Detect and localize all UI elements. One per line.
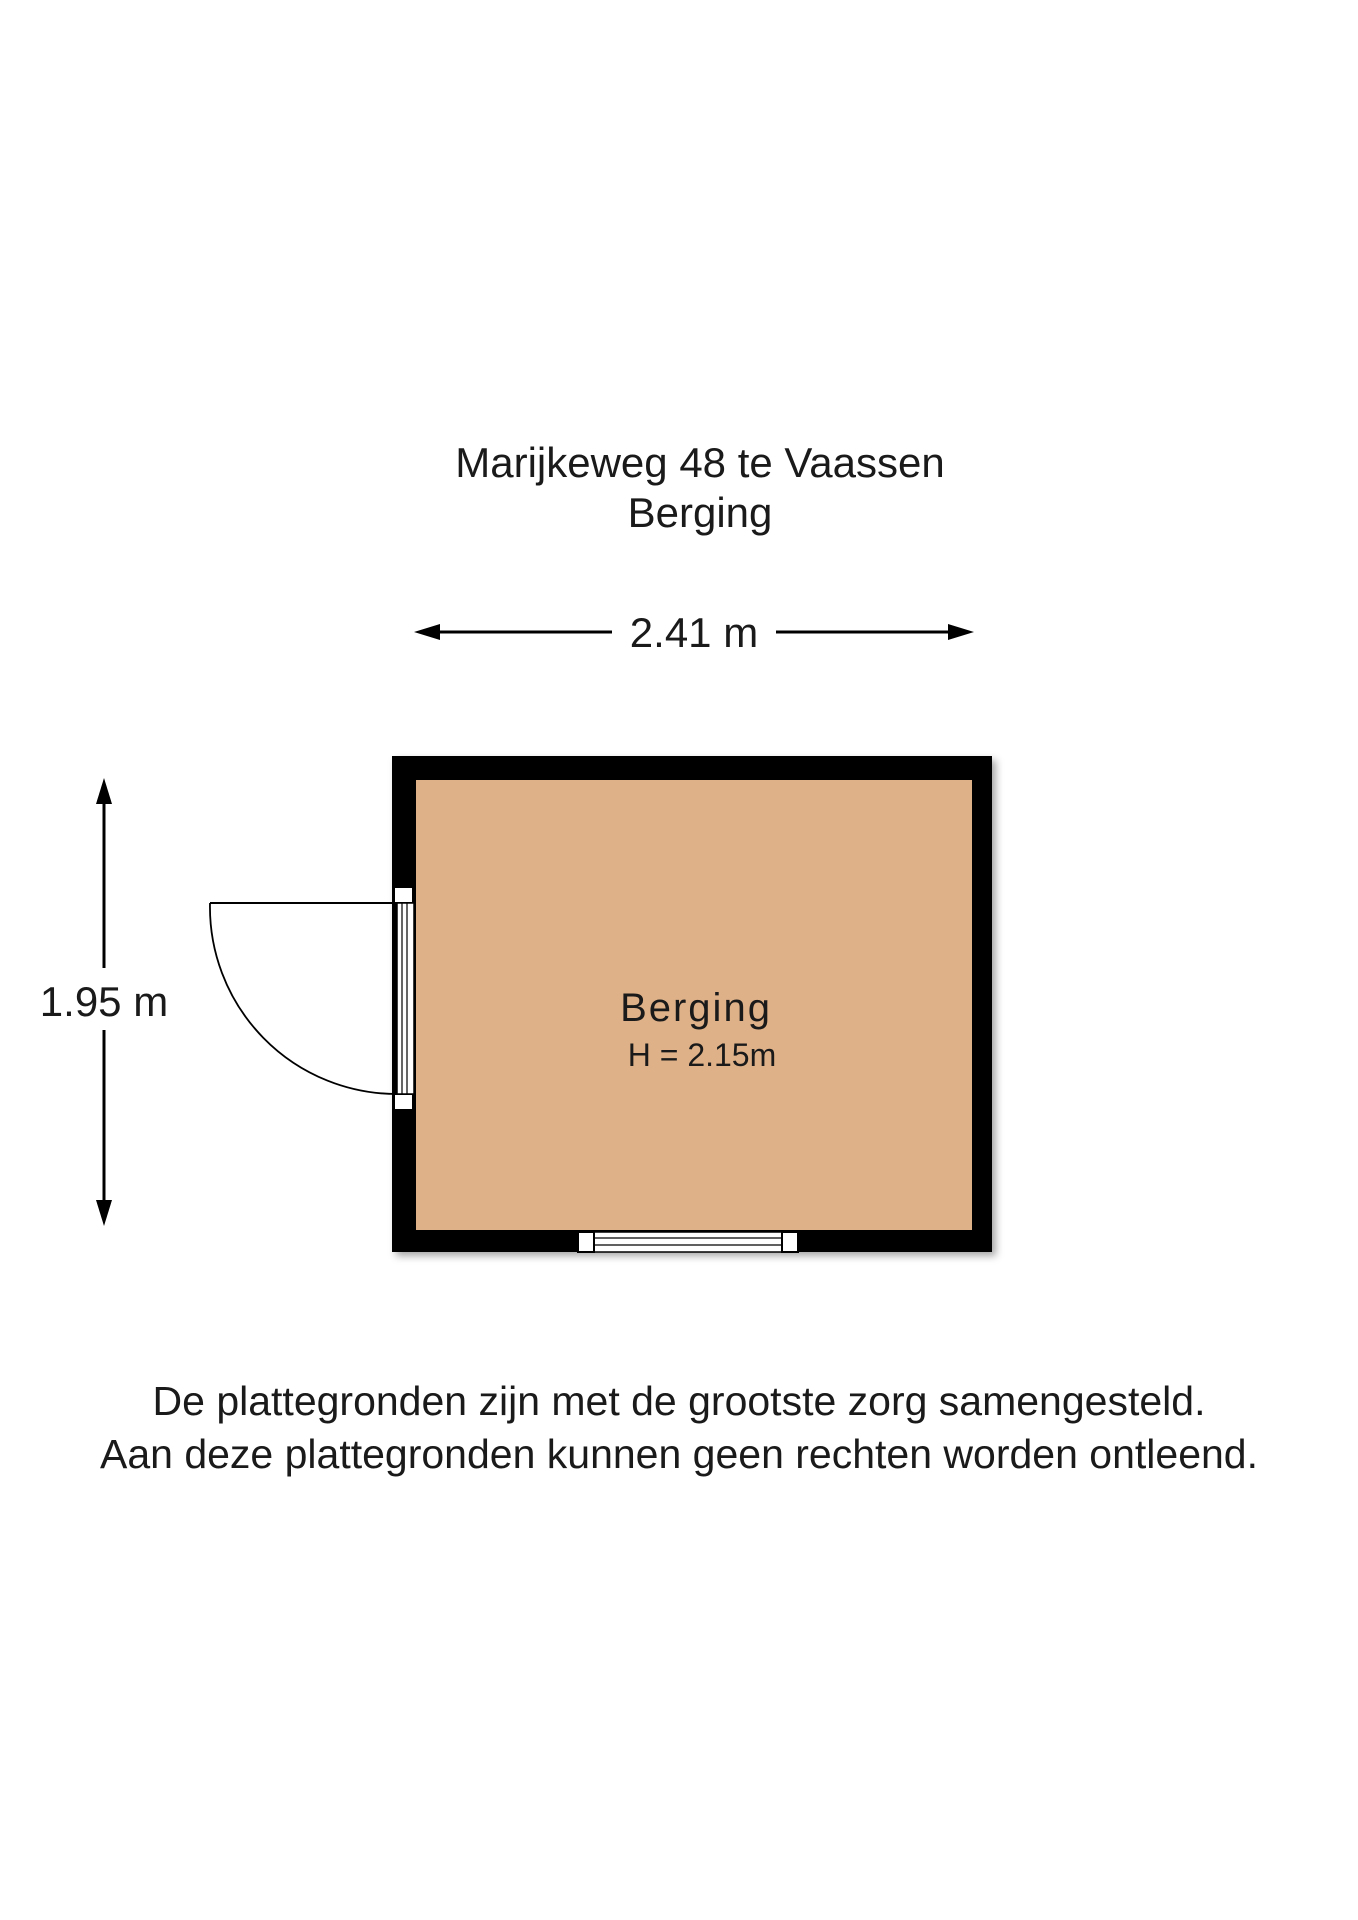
disclaimer-line-2: Aan deze plattegronden kunnen geen rechten worden ontleend.: [99, 1431, 1258, 1477]
depth-label: 1.95 m: [39, 978, 169, 1025]
address-title: Marijkeweg 48 te Vaassen: [455, 439, 945, 486]
window-frame: [578, 1232, 798, 1252]
room-height: H = 2.15m: [627, 1037, 777, 1073]
door-swing-arc: [210, 903, 397, 1094]
width-arrow-left-icon: [414, 624, 440, 640]
door-frame-top: [394, 887, 413, 903]
door-frame-bottom: [394, 1094, 413, 1110]
width-dimension: [414, 609, 974, 656]
window-jamb-left: [578, 1232, 594, 1252]
depth-arrow-up-icon: [96, 778, 112, 804]
floor-title: Berging: [627, 489, 773, 536]
window-jamb-right: [782, 1232, 798, 1252]
width-label: 2.41 m: [629, 609, 759, 656]
depth-arrow-down-icon: [96, 1200, 112, 1226]
window: [578, 1232, 798, 1252]
door-opening: [397, 903, 414, 1094]
width-arrow-right-icon: [948, 624, 974, 640]
room-name: Berging: [620, 986, 772, 1030]
disclaimer-line-1: De plattegronden zijn met de grootste zorg samengesteld.: [152, 1378, 1206, 1424]
door: [210, 887, 414, 1110]
disclaimer: [0, 1375, 1358, 1481]
depth-dimension: [40, 778, 168, 1226]
